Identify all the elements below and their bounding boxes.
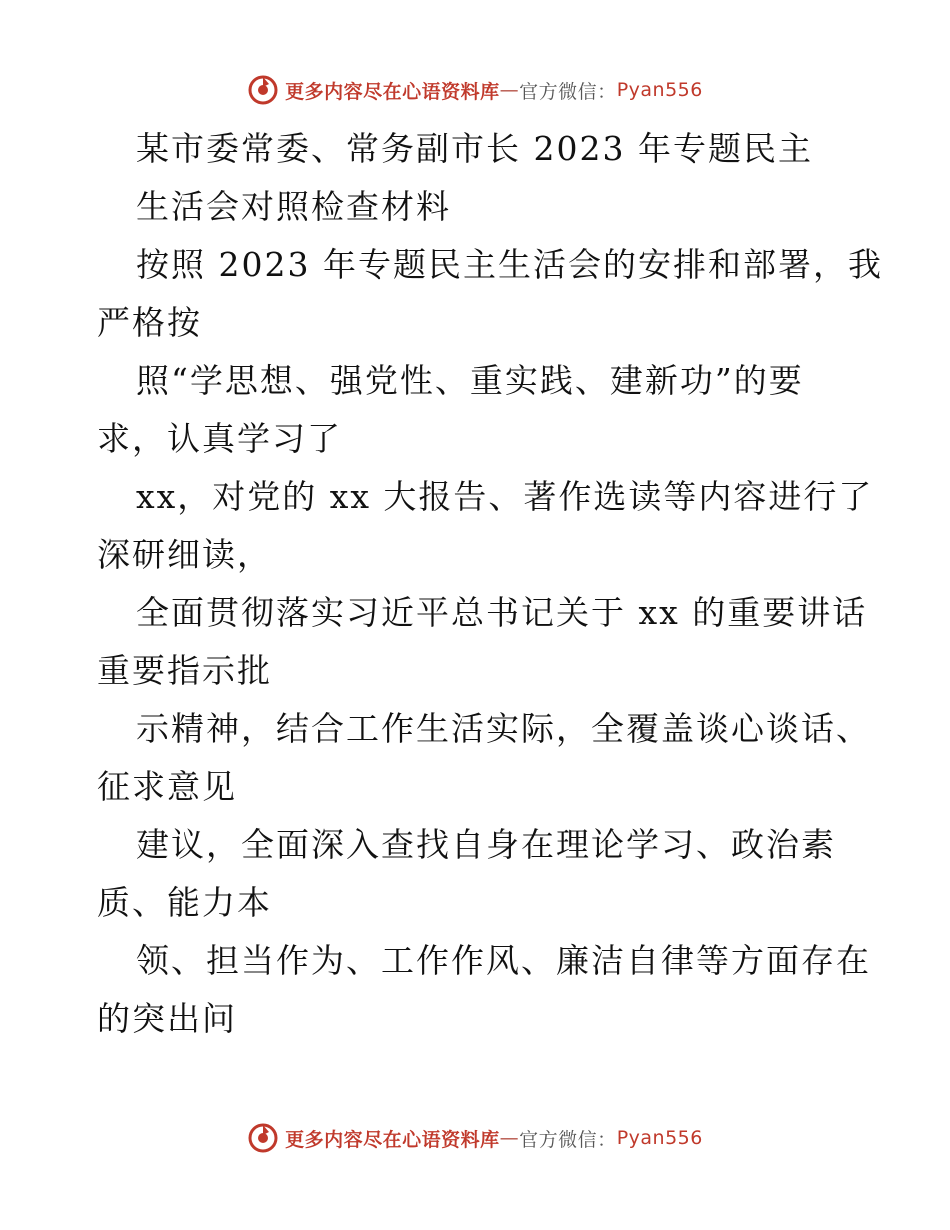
watermark-wechat-id: Pyan556 [616,79,703,101]
watermark-separator: — [499,1127,520,1149]
red-circle-logo-icon [247,1122,279,1154]
paragraph-line: xx，对党的 xx 大报告、著作选读等内容进行了 [136,477,874,516]
paragraph-line: 深研细读， [97,535,272,574]
footer-watermark [0,1118,950,1158]
watermark-separator: — [499,79,520,101]
paragraph-line: 按照 2023 年专题民主生活会的安排和部署，我 [136,245,883,284]
paragraph-line: 建议，全面深入查找自身在理论学习、政治素 [136,825,836,864]
header-watermark [0,70,950,110]
title-line-2: 生活会对照检查材料 [136,187,451,226]
watermark-wechat-label: 官方微信： [519,1128,617,1151]
paragraph-line: 重要指示批 [97,651,272,690]
paragraph-line: 征求意见 [97,767,237,806]
title-line-1: 某市委常委、常务副市长 2023 年专题民主 [136,129,813,168]
document-body [97,120,883,1048]
paragraph-line: 照“学思想、强党性、重实践、建新功”的要 [136,361,804,400]
paragraph-line: 的突出问 [97,999,237,1038]
red-circle-logo-icon [247,74,279,106]
paragraph-line: 质、能力本 [97,883,272,922]
watermark-wechat-label: 官方微信： [519,80,617,103]
watermark-wechat-id: Pyan556 [616,1127,703,1149]
paragraph-line: 示精神，结合工作生活实际，全覆盖谈心谈话、 [136,709,871,748]
paragraph-line: 严格按 [97,303,202,342]
watermark-text: 更多内容尽在心语资料库 [285,1128,500,1151]
paragraph-line: 求，认真学习了 [97,419,342,458]
watermark-text: 更多内容尽在心语资料库 [285,80,500,103]
paragraph-line: 领、担当作为、工作作风、廉洁自律等方面存在 [136,941,871,980]
paragraph-line: 全面贯彻落实习近平总书记关于 xx 的重要讲话 [136,593,868,632]
